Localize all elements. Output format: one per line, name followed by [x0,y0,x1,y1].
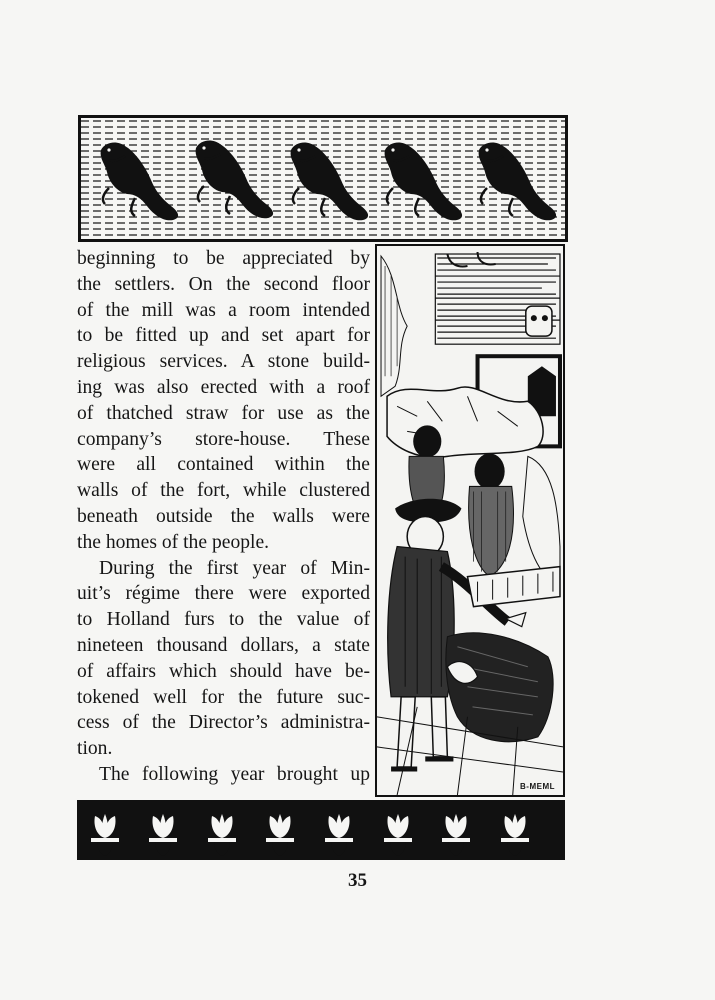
tulip-icon [325,814,353,856]
text-line: to Holland furs to the value of [77,609,370,631]
tulip-icon [149,814,177,856]
page-number: 35 [348,870,367,891]
body-text [77,246,370,788]
tulip-icon [208,814,236,856]
illustrator-signature: B-MEML [520,782,555,791]
text-line: beneath outside the walls were [77,505,370,527]
tulip-icon [384,814,412,856]
text-line: tokened well for the future suc- [77,686,370,708]
text-line: religious services. A stone build- [77,351,370,373]
text-line: company’s store-house. These [77,428,370,450]
text-line: the settlers. On the second floor [77,273,370,295]
text-line: to be fitted up and set apart for [77,325,370,347]
text-line: cess of the Director’s administra- [77,712,370,734]
text-line: ing was also erected with a roof [77,376,370,398]
text-line: beginning to be appreciated by [77,248,370,269]
text-line: of thatched straw for use as the [77,402,370,424]
illustration-art [377,246,563,795]
fur-trade-illustration [375,244,565,797]
tulip-border [77,800,565,860]
text-line: of affairs which should have be- [77,660,370,682]
beaver-banner-art [81,118,565,239]
text-line: the homes of the people. [77,531,270,553]
text-line: of the mill was a room intended [77,299,370,321]
text-line: nineteen thousand dollars, a state [77,634,370,656]
text-line: were all contained within the [77,454,370,476]
beaver-banner [78,115,568,242]
tulip-border-art [79,802,563,858]
text-line: walls of the fort, while clustered [77,480,370,502]
text-line: tion. [77,738,113,760]
tulip-icon [501,814,529,856]
tulip-icon [91,814,119,856]
tulip-icon [442,814,470,856]
tulip-icon [266,814,294,856]
text-line: During the first year of Min- [99,557,370,579]
text-line: uit’s régime there were exported [77,583,370,605]
text-line: The following year brought up [99,763,370,785]
